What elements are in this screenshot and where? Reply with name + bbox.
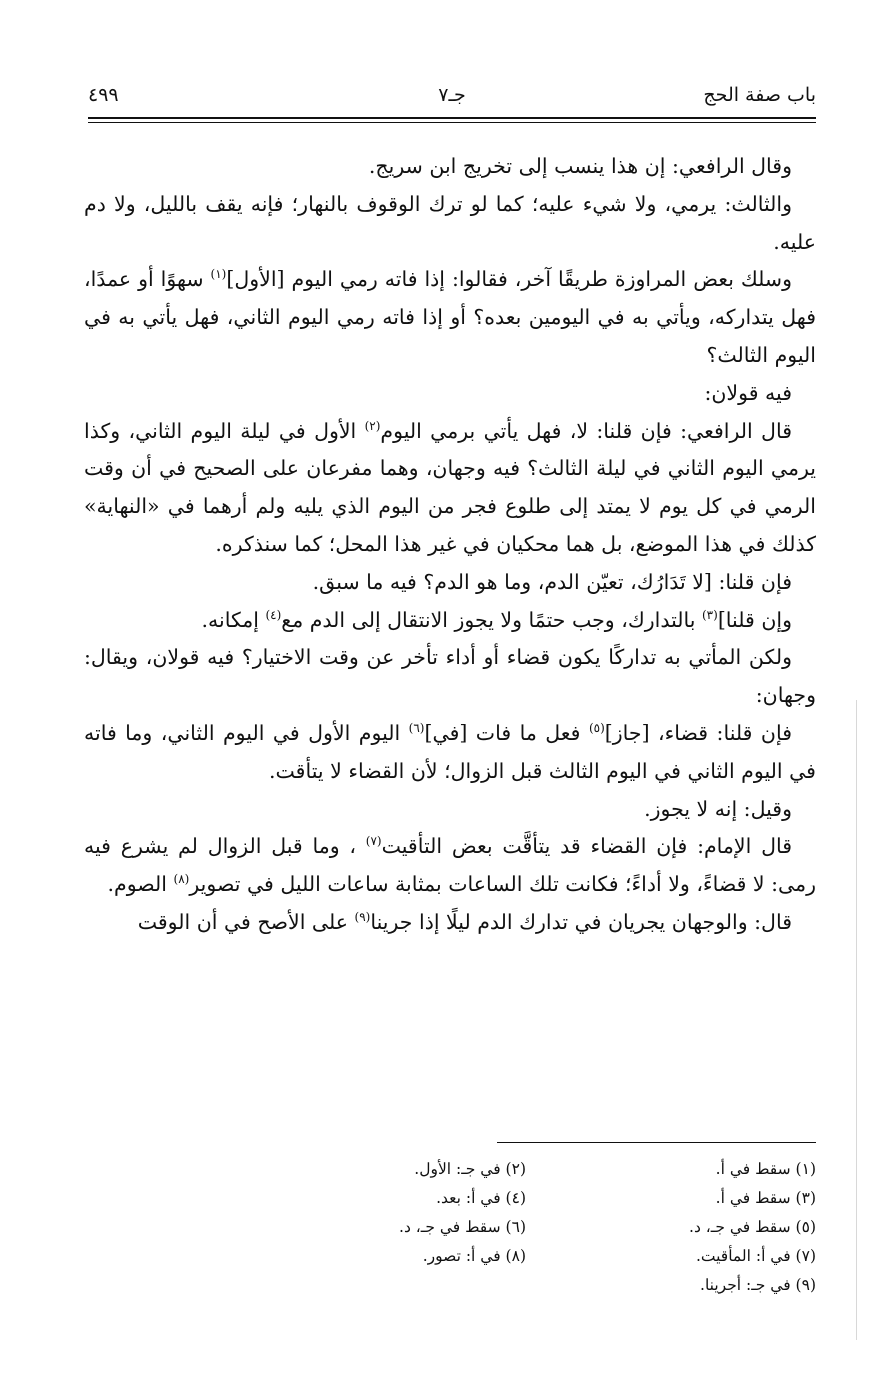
paragraph-12-part-b: على الأصح في أن الوقت [137, 909, 355, 934]
footnote-row [300, 1213, 816, 1242]
footnotes [300, 1155, 816, 1300]
footnote-separator [497, 1142, 816, 1143]
footnote-8: (٨) في أ: تصور. [422, 1247, 526, 1265]
paragraph-8: ولكن المأتي به تداركًا يكون قضاء أو أداء تأخر عن وقت الاختيار؟ فيه قولان، ويقال: وجهان: [84, 645, 816, 708]
paragraph-1: وقال الرافعي: إن هذا ينسب إلى تخريج ابن سريج. [368, 154, 792, 178]
paragraph-11-part-b: ، وما قبل الزوال لم يشرع فيه رمى: لا قضاءً، ولا أداءً؛ فكانت تلك الساعات بمثابة ساعات الليل في تصوير [84, 834, 816, 897]
paragraph-7 [84, 602, 816, 640]
paragraph-3-part-b: سهوًا أو عمدًا، فهل يتداركه، ويأتي به في اليومين بعده؟ أو إذا فاته رمي اليوم الثاني، فهل يأتي به في اليوم الثالث؟ [84, 267, 816, 367]
footnote-7: (٧) في أ: المأقيت. [695, 1247, 816, 1265]
paragraph-12 [84, 904, 816, 942]
footnote-row [300, 1155, 816, 1184]
footnote-ref-8[interactable]: (٨) [173, 872, 190, 887]
footnote-row [300, 1242, 816, 1271]
main-text [84, 148, 816, 942]
paragraph-6: فإن قلنا: [لا تَدَارُك، تعيّن الدم، وما هو الدم؟ فيه ما سبق. [312, 569, 792, 594]
paragraph-7-part-a: وإن قلنا] [717, 607, 792, 632]
footnote-3: (٣) سقط في أ. [715, 1189, 816, 1207]
footnote-ref-9[interactable]: (٩) [354, 910, 371, 925]
footnote-4: (٤) في أ: بعد. [436, 1189, 526, 1207]
paragraph-3-part-a: وسلك بعض المراوزة طريقًا آخر، فقالوا: إذا فاته رمي اليوم [الأول] [226, 267, 792, 292]
header-rule-thick [88, 117, 816, 119]
paragraph-5 [84, 413, 816, 564]
paragraph-2: والثالث: يرمي، ولا شيء عليه؛ كما لو ترك الوقوف بالنهار؛ فإنه يقف بالليل، ولا دم عليه. [84, 191, 816, 254]
footnote-ref-6[interactable]: (٦) [408, 721, 425, 736]
footnote-6: (٦) سقط في جـ، د. [399, 1218, 526, 1236]
footnote-row [300, 1271, 816, 1300]
paragraph-4: فيه قولان: [704, 380, 792, 405]
paragraph-10: وقيل: إنه لا يجوز. [644, 796, 792, 821]
footnote-empty [300, 1271, 526, 1300]
page-number: ٤٩٩ [88, 84, 119, 106]
header-rule-thin [88, 122, 816, 123]
footnote-ref-2[interactable]: (٢) [364, 418, 381, 433]
paragraph-9 [84, 715, 816, 791]
footnote-2: (٢) في جـ: الأول. [414, 1160, 526, 1178]
paragraph-7-part-c: إمكانه. [201, 607, 266, 632]
paragraph-7-part-b: بالتدارك، وجب حتمًا ولا يجوز الانتقال إلى الدم مع [281, 607, 702, 632]
paragraph-9-part-b: فعل ما فات [في] [424, 720, 589, 745]
paragraph-11-part-a: قال الإمام: فإن القضاء قد يتأقَّت بعض التأقيت [381, 834, 793, 859]
page-edge-shadow [856, 700, 857, 1340]
paragraph-5-part-a: قال الرافعي: فإن قلنا: لا، فهل يأتي برمي اليوم [380, 418, 792, 443]
paragraph-5-part-b: الأول في ليلة اليوم الثاني، وكذا يرمي اليوم الثاني في ليلة الثالث؟ فيه وجهان، وهما مفرعان على الصحيح في أن وقت الرمي في كل يوم لا يمتد إلى طلوع فجر من اليوم الذي يليه ولم أرهما في «النهاية» كذلك في هذا الموضع، بل هما محكيان في غير هذا المحل؛ كما سنذكره. [84, 418, 816, 556]
footnote-ref-3[interactable]: (٣) [701, 607, 718, 622]
footnote-row [300, 1184, 816, 1213]
footnote-ref-1[interactable]: (١) [210, 267, 227, 282]
paragraph-9-part-c: اليوم الأول في اليوم الثاني، وما فاته في اليوم الثاني في اليوم الثالث قبل الزوال؛ لأن القضاء لا يتأقت. [84, 720, 816, 783]
running-header [88, 84, 816, 118]
paragraph-9-part-a: فإن قلنا: قضاء، [جاز] [604, 720, 793, 745]
footnote-5: (٥) سقط في جـ، د. [689, 1218, 816, 1236]
footnote-ref-7[interactable]: (٧) [365, 834, 382, 849]
footnote-9: (٩) في جـ: أجرينا. [700, 1276, 816, 1294]
volume-label: جـ٧ [438, 84, 466, 106]
chapter-title: باب صفة الحج [703, 84, 816, 106]
paragraph-3 [84, 261, 816, 374]
paragraph-11 [84, 828, 816, 904]
paragraph-12-part-a: قال: والوجهان يجريان في تدارك الدم ليلًا إذا جرينا [370, 909, 792, 934]
footnote-ref-4[interactable]: (٤) [265, 607, 282, 622]
footnote-ref-5[interactable]: (٥) [588, 721, 605, 736]
paragraph-11-part-c: الصوم. [107, 872, 174, 897]
footnote-1: (١) سقط في أ. [715, 1160, 816, 1178]
